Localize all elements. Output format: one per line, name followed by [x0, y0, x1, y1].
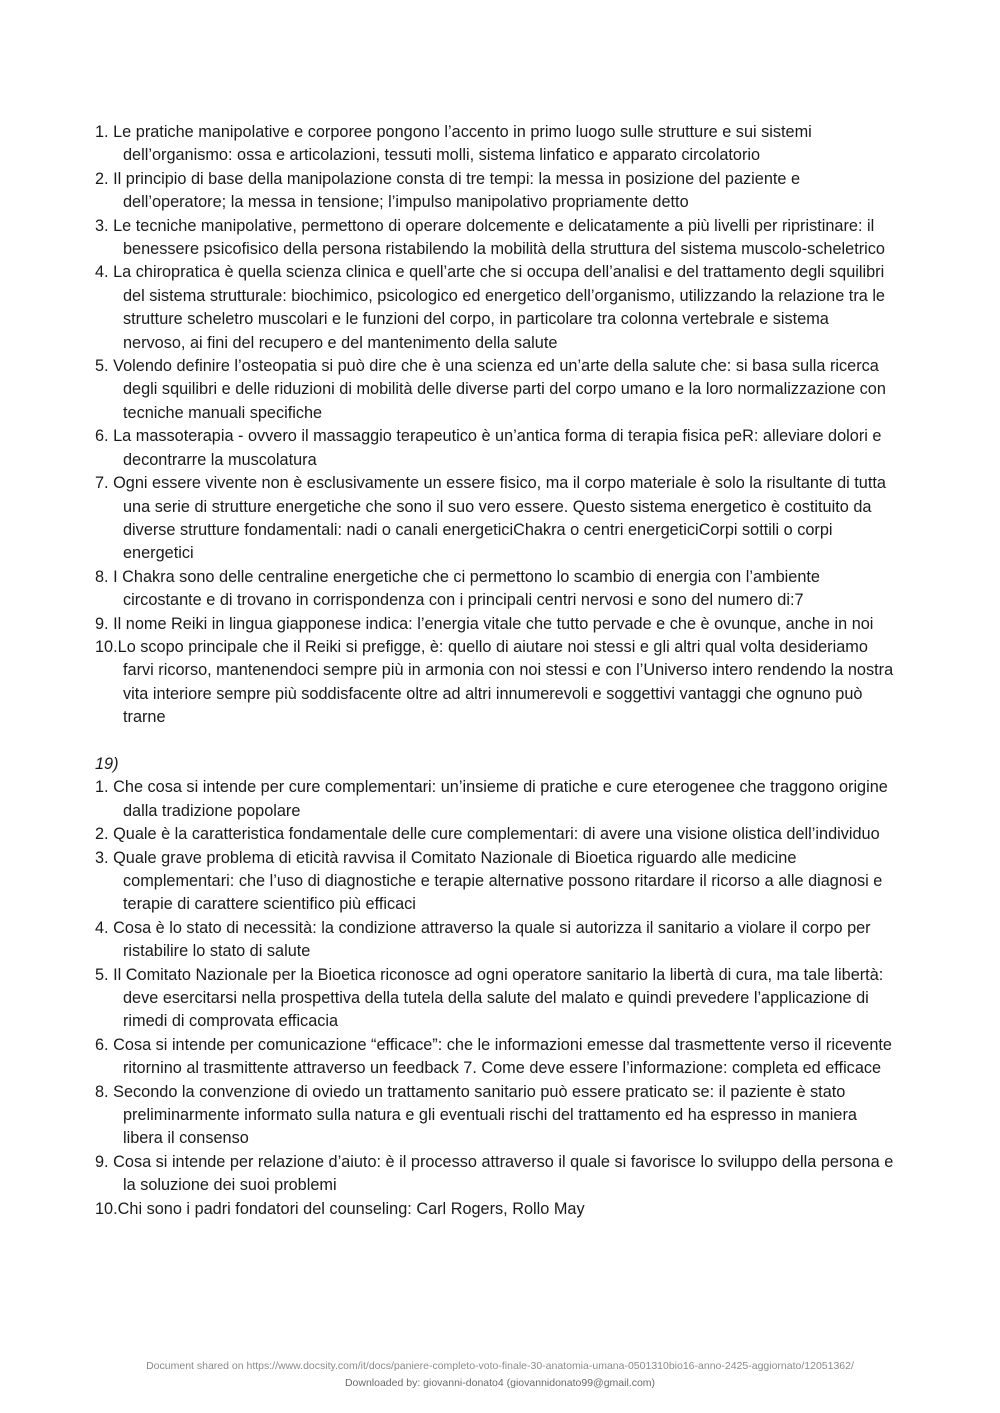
item-number: 6. [95, 427, 109, 446]
item-number: 10. [95, 1199, 118, 1218]
list-item [95, 823, 895, 846]
list-item [95, 1198, 895, 1221]
list-item [95, 355, 895, 425]
item-number: 7. [95, 474, 109, 493]
item-text: Le tecniche manipolative, permettono di operare dolcemente e delicatamente a più livelli per ripristinare: il benessere psicofisico della persona ristabilendo la mobilità della struttura del sistema muscolo-scheletrico [113, 216, 885, 259]
list-item [95, 776, 895, 823]
list-item [95, 425, 895, 472]
item-number: 8. [95, 1082, 109, 1101]
item-text: Cosa si intende per comunicazione “efficace”: che le informazioni emesse dal trasmettente verso il ricevente ritornino al trasmittente attraverso un feedback 7. Come deve essere l’informazione: completa ed efficace [113, 1035, 892, 1078]
item-number: 3. [95, 216, 109, 235]
item-text: Volendo definire l’osteopatia si può dire che è una scienza ed un’arte della salute che: si basa sulla ricerca degli squilibri e delle riduzioni di mobilità delle diverse parti del corpo umano e la loro normalizzazione con tecniche manuali specifiche [113, 357, 886, 422]
item-text: Cosa è lo stato di necessità: la condizione attraverso la quale si autorizza il sanitario a violare il corpo per ristabilire lo stato di salute [113, 918, 871, 961]
list-item [95, 847, 895, 917]
footer-shared-url: Document shared on https://www.docsity.com/it/docs/paniere-completo-voto-finale-30-anatomia-umana-0501310bio16-anno-2425-aggiornato/12051362/ [146, 1360, 854, 1372]
item-text: Chi sono i padri fondatori del counseling: Carl Rogers, Rollo May [117, 1199, 585, 1218]
item-number: 8. [95, 567, 109, 586]
item-text: Il principio di base della manipolazione consta di tre tempi: la messa in posizione del paziente e dell’operatore; la messa in tensione; l’impulso manipolativo propriamente detto [113, 169, 801, 212]
item-number: 9. [95, 614, 109, 633]
document-body [95, 121, 895, 1221]
item-number: 9. [95, 1152, 109, 1171]
item-number: 1. [95, 778, 109, 797]
item-text: La massoterapia - ovvero il massaggio terapeutico è un’antica forma di terapia fisica peR: alleviare dolori e decontrarre la muscolatura [113, 427, 882, 469]
list-item [95, 636, 895, 730]
item-number: 1. [95, 123, 109, 141]
footer-downloaded-by: Downloaded by: giovanni-donato4 (giovannidonato99@gmail.com) [344, 1377, 656, 1389]
item-text: I Chakra sono delle centraline energetiche che ci permettono lo scambio di energia con l’ambiente circostante e di trovano in corrispondenza con i principali centri nervosi e sono del numero di:7 [113, 567, 820, 610]
list-item [95, 1081, 895, 1151]
list-item [95, 566, 895, 613]
list-item [95, 613, 895, 636]
item-number: 4. [95, 918, 109, 937]
list-item [95, 215, 895, 262]
item-text: Secondo la convenzione di oviedo un trattamento sanitario può essere praticato se: il paziente è stato preliminarmente informato sulla natura e gli eventuali rischi del trattamento ed ha espresso in maniera libera il consenso [113, 1082, 857, 1148]
list-item [95, 1151, 895, 1198]
list-item [95, 472, 895, 566]
item-text: Ogni essere vivente non è esclusivamente un essere fisico, ma il corpo materiale è solo la risultante di tutta una serie di strutture energetiche che sono il suo vero essere. Questo sistema energetico è costituito da diverse strutture fondamentali: nadi o canali energeticiChakra o centri energeticiCorpi sottili o corpi energetici [113, 474, 886, 563]
item-text: Quale è la caratteristica fondamentale delle cure complementari: di avere una visione olistica dell’individuo [113, 825, 880, 844]
item-text: Il nome Reiki in lingua giapponese indica: l’energia vitale che tutto pervade e che è ovunque, anche in noi [113, 614, 874, 633]
item-number: 6. [95, 1035, 109, 1054]
item-text: Cosa si intende per relazione d’aiuto: è il processo attraverso il quale si favorisce lo sviluppo della persona e la soluzione dei suoi problemi [113, 1152, 894, 1195]
question-list-section2 [95, 776, 895, 1221]
item-text: Lo scopo principale che il Reiki si prefigge, è: quello di aiutare noi stessi e gli altri qual volta desideriamo farvi ricorso, mantenendoci sempre più in armonia con noi stessi e con l’Universo intero rendendo la nostra vita interiore sempre più soddisfacente oltre ad altri innumerevoli e soggettivi vantaggi che ognuno può trarne [117, 637, 894, 727]
item-text: Le pratiche manipolative e corporee pongono l’accento in primo luogo sulle strutture e sui sistemi dell’organismo: ossa e articolazioni, tessuti molli, sistema linfatico e apparato circolatorio [113, 123, 812, 165]
list-item [95, 121, 895, 168]
section-heading: 19) [95, 754, 119, 773]
list-item [95, 1034, 895, 1081]
item-text: La chiropratica è quella scienza clinica e quell’arte che si occupa dell’analisi e del trattamento degli squilibri del sistema strutturale: biochimico, psicologico ed energetico dell’organismo, utilizzando la relazione tra le strutture scheletro muscolari e le funzioni del corpo, in particolare tra colonna vertebrale e sistema nervoso, ai fini del recupero e del mantenimento della salute [113, 263, 885, 352]
item-text: Quale grave problema di eticità ravvisa il Comitato Nazionale di Bioetica riguardo alle medicine complementari: che l’uso di diagnostiche e terapie alternative possono ritardare il ricorso a alle diagnosi e terapie di carattere scientifico più efficaci [113, 848, 883, 914]
item-number: 5. [95, 965, 109, 984]
list-item [95, 964, 895, 1034]
item-text: Il Comitato Nazionale per la Bioetica riconosce ad ogni operatore sanitario la libertà di cura, ma tale libertà: deve esercitarsi nella prospettiva della tutela della salute del malato e quindi prevedere l’applicazione di rimedi di comprovata efficacia [113, 965, 884, 1031]
item-number: 3. [95, 848, 109, 867]
question-list-section1 [95, 121, 895, 730]
item-number: 2. [95, 169, 109, 188]
item-number: 2. [95, 825, 109, 844]
list-item [95, 261, 895, 355]
list-item [95, 168, 895, 215]
item-number: 4. [95, 263, 109, 282]
item-number: 10. [95, 637, 118, 656]
item-text: Che cosa si intende per cure complementari: un’insieme di pratiche e cure eterogenee che traggono origine dalla tradizione popolare [113, 778, 888, 820]
item-number: 5. [95, 357, 109, 376]
list-item [95, 917, 895, 964]
